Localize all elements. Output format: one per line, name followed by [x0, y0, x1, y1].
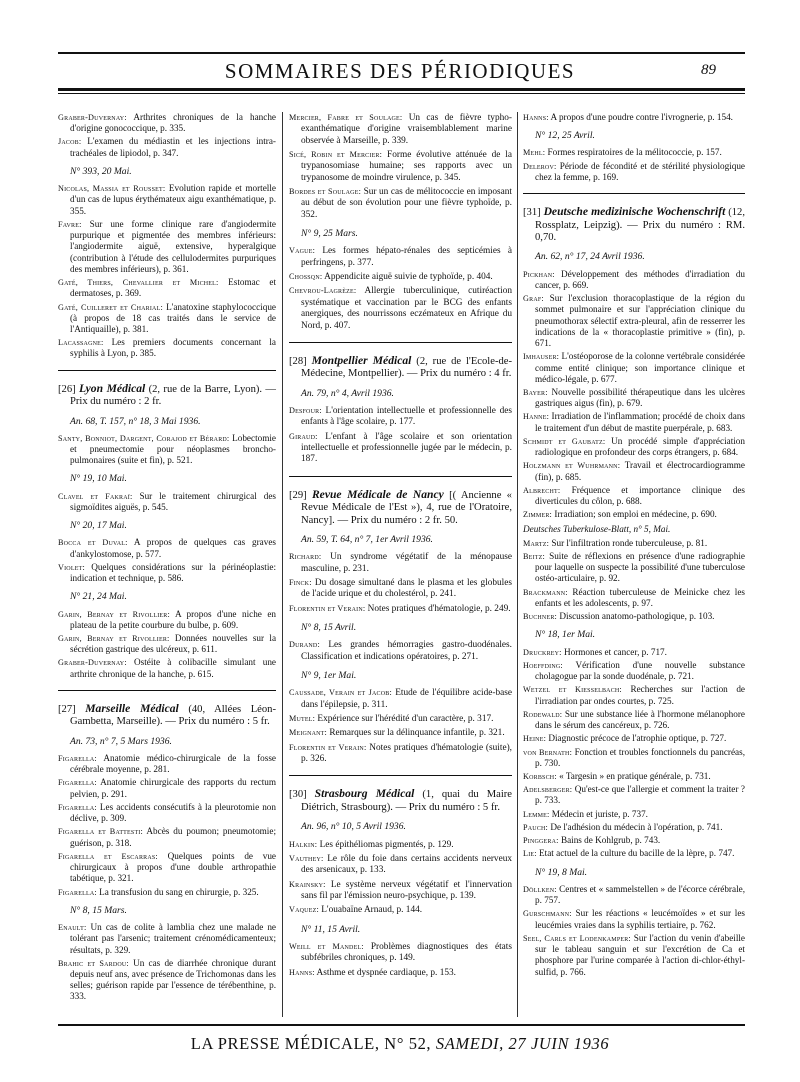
journal-number: [28] — [289, 355, 307, 367]
article-title: Lobectomie et pneumectomie pour néoplasmes broncho-pulmonaires (suite et fin), p. 521. — [70, 432, 276, 466]
article-title: Sur l'exclusion thoracoplastique de la région du sommet pulmonaire et sur l'appréciation clinique du pneumothorax sélectif extra-pleural, afin de resserrer les indications de la « thoracoplastie primitive » (fin), p. 671. — [535, 293, 746, 349]
article-authors: Heine: — [523, 734, 547, 744]
article-title: Sur une substance liée à l'hormone mélanophore dans le sérum des cancéreux, p. 726. — [535, 708, 745, 731]
article-title: Les épithéliomas pigmentés, p. 129. — [319, 839, 454, 850]
article-title: Les formes hépato-rénales des septicémies à perfringens, p. 377. — [301, 246, 513, 268]
header-rule-top — [58, 52, 745, 54]
article-authors: Graber-Duvernay: — [58, 658, 127, 668]
article-entry — [58, 633, 276, 655]
article-authors: Figarella: — [58, 802, 97, 812]
article-title: L'orientation intellectuelle et professionnelle des enfants à l'âge scolaire, p. 177. — [301, 406, 512, 428]
article-authors: Brackmann: — [523, 587, 568, 597]
section-separator — [289, 775, 512, 776]
article-entry — [289, 186, 512, 221]
article-authors: Brahic et Sardou: — [58, 958, 129, 968]
issue-heading: An. 79, n° 4, Avril 1936. — [301, 387, 394, 399]
article-entry — [58, 183, 276, 217]
journal-number: [30] — [289, 789, 307, 801]
article-authors: Lie: — [523, 849, 537, 859]
article-entry — [523, 587, 745, 609]
article-entry — [523, 809, 745, 820]
section-separator — [58, 690, 276, 691]
journal-name: Lyon Médical — [79, 381, 146, 395]
article-title: Sur un cas de mélitococcie en imposant au début de son évolution pour une fièvre typhoïde, p. 352. — [301, 187, 512, 220]
journal-number: [31] — [523, 207, 541, 219]
article-entry — [58, 136, 276, 158]
article-title: Développement des méthodes d'irradiation du cancer, p. 669. — [535, 268, 746, 290]
article-entry — [523, 112, 745, 123]
article-title: Médecin et juriste, p. 737. — [551, 808, 648, 819]
article-authors: Graber-Duvernay: — [58, 113, 127, 122]
journal-heading — [58, 703, 276, 729]
journal-details: (1, quai du Maire Diétrich, Strasbourg). — Prix du numéro : 5 fr. — [301, 789, 512, 813]
article-authors: Durand: — [289, 640, 320, 650]
section-separator — [289, 476, 512, 477]
article-entry — [58, 851, 276, 885]
article-title: Qu'est-ce que l'allergie et comment la traiter ? p. 733. — [535, 784, 745, 806]
issue-heading: N° 12, 25 Avril. — [535, 130, 595, 142]
journal-number: [29] — [289, 489, 307, 501]
article-authors: Enault: — [58, 923, 87, 933]
journal-details: (2, rue de l'Ecole-de-Médecine, Montpellier). — Prix du numéro : 4 fr. — [301, 355, 513, 380]
article-authors: Pickhan: — [523, 269, 555, 279]
article-authors: Albrecht: — [523, 485, 561, 495]
article-entry — [58, 657, 276, 679]
article-title: Un syndrome végétatif de la ménopause masculine, p. 231. — [301, 552, 513, 574]
article-entry — [523, 509, 745, 520]
header-rule-bottom-thin — [58, 93, 745, 94]
article-authors: Jacob: — [58, 137, 82, 147]
article-entry — [289, 727, 512, 739]
article-authors: Schmidt et Gaubatz: — [523, 436, 606, 446]
article-title: Un procédé simple d'appréciation radiologique en profondeur des corps étrangers, p. 684. — [535, 435, 745, 458]
article-title: Arthrites chroniques de la hanche d'origine gonococcique, p. 335. — [70, 112, 276, 134]
article-entry — [523, 161, 745, 183]
journal-heading — [289, 489, 512, 527]
article-title: Etude de l'équilibre acide-base dans l'épilepsie, p. 311. — [301, 688, 513, 710]
article-title: Le rôle du foie dans certains accidents nerveux des arsenicaux, p. 133. — [301, 853, 512, 876]
article-authors: Beitz: — [523, 552, 545, 562]
article-entry — [289, 639, 512, 663]
article-authors: Seel, Carls et Lodenkamper: — [523, 933, 631, 943]
article-entry — [289, 853, 512, 877]
section-separator — [58, 370, 276, 371]
article-title: Les grandes hémorragies gastro-duodénales. Classification et indications opératoires, p. 271. — [301, 640, 512, 662]
article-authors: Lacassagne: — [58, 338, 104, 348]
article-authors: Figarella et Escarras: — [58, 851, 158, 861]
article-entry — [523, 485, 745, 507]
article-authors: Döllken: — [523, 884, 557, 894]
page-number: 89 — [701, 62, 716, 78]
article-authors: Vaquez: — [289, 905, 319, 915]
article-entry — [58, 112, 276, 134]
article-entry — [289, 839, 512, 851]
article-entry — [58, 826, 276, 848]
article-authors: Finck: — [289, 577, 312, 587]
article-title: Le système nerveux végétatif et l'innervation sans fil par l'émission neuro-psychique, p. 139. — [301, 879, 512, 901]
article-authors: Imhauser: — [523, 352, 560, 362]
journal-number: [27] — [58, 703, 76, 715]
article-authors: Figarella: — [58, 778, 97, 788]
article-authors: Nicolas, Massia et Rousset: — [58, 184, 166, 194]
journal-number: [26] — [58, 383, 76, 395]
article-entry — [289, 577, 512, 601]
article-title: Les accidents consécutifs à la pleurotomie non déclive, p. 309. — [70, 801, 276, 824]
article-authors: Holzmann et Wuhrmann: — [523, 461, 621, 471]
article-authors: Wetzel et Kiesselbach: — [523, 685, 622, 695]
article-authors: Figarella et Battesti: — [58, 827, 143, 837]
article-title: L'examen du médiastin et les injections intra-trachéales de lipiodol, p. 347. — [70, 136, 276, 158]
article-entry — [58, 537, 276, 559]
article-title: Notes pratiques d'hématologie, p. 249. — [367, 603, 511, 614]
article-authors: Chossqn: — [289, 272, 323, 282]
article-authors: Florentin et Verain: — [289, 603, 366, 613]
issue-heading: N° 19, 8 Mai. — [535, 866, 588, 878]
article-title: Travail et électrocardiogramme (fin), p. 685. — [535, 460, 745, 482]
article-entry — [523, 933, 745, 978]
issue-heading: N° 8, 15 Avril. — [301, 622, 357, 633]
article-entry — [523, 784, 745, 806]
article-entry — [58, 777, 276, 799]
article-title: Fonction et troubles fonctionnels du pancréas, p. 730. — [535, 746, 745, 768]
article-title: Anatomie médico-chirurgicale de la fosse cérébrale moyenne, p. 281. — [70, 753, 277, 775]
journal-details: [( Ancienne « Revue Médicale de l'Est »), 4, rue de l'Oratoire, Nancy]. — Prix du numéro : 2 fr. 50. — [301, 489, 512, 526]
article-authors: Zimmer: — [523, 510, 553, 520]
article-entry — [523, 835, 745, 846]
column-1 — [58, 112, 276, 1005]
journal-details: (2, rue de la Barre, Lyon). — Prix du numéro : 2 fr. — [70, 383, 276, 408]
article-authors: Florentin et Verain: — [289, 742, 367, 752]
article-entry — [58, 958, 276, 1003]
article-authors: Violet: — [58, 562, 85, 572]
article-title: Irradiation de l'inflammation; procédé de choix dans le traitement d'un début de mastite puerpérale, p. 683. — [535, 411, 745, 433]
issue-heading: An. 59, T. 64, n° 7, 1er Avril 1936. — [301, 533, 433, 545]
journal-details: (40, Allées Léon-Gambetta, Marseille). — Prix du numéro : 5 fr. — [70, 703, 276, 728]
journal-name: Deutsche medizinische Wochenschrift — [543, 205, 726, 219]
article-entry — [58, 302, 276, 336]
article-authors: von Bernath: — [523, 747, 573, 757]
journal-heading — [289, 788, 512, 814]
article-entry — [289, 904, 512, 916]
column-2 — [289, 112, 512, 981]
article-entry — [58, 922, 276, 956]
article-title: Recherches sur l'action de l'irradiation par ondes courtes, p. 725. — [535, 684, 745, 706]
article-entry — [58, 887, 276, 898]
article-authors: Figarella: — [58, 887, 97, 897]
article-title: Données nouvelles sur la sécrétion gastrique des ulcéreux, p. 611. — [70, 633, 277, 655]
column-divider — [517, 112, 518, 1017]
article-entry — [523, 660, 745, 682]
journal-name: Montpellier Médical — [311, 353, 412, 367]
section-separator — [523, 193, 745, 194]
article-entry — [523, 822, 745, 833]
article-entry — [523, 709, 745, 731]
issue-heading: An. 73, n° 7, 5 Mars 1936. — [70, 735, 172, 747]
article-entry — [523, 611, 745, 622]
article-entry — [523, 460, 745, 482]
journal-heading — [523, 206, 745, 244]
article-authors: Druckrey: — [523, 647, 562, 657]
footer-rule — [58, 1024, 745, 1026]
issue-heading: N° 21, 24 Mai. — [70, 591, 127, 603]
article-entry — [523, 848, 745, 859]
article-entry — [289, 687, 512, 711]
article-entry — [289, 245, 512, 269]
article-title: Nouvelle possibilité thérapeutique dans les ulcères gastriques aigus (fin), p. 679. — [535, 386, 745, 409]
article-title: Les premiers documents concernant la syphilis à Lyon, p. 385. — [70, 337, 276, 359]
article-authors: Delerov: — [523, 161, 557, 171]
article-authors: Adelsberger: — [523, 785, 573, 795]
column-3 — [523, 112, 745, 980]
article-entry — [58, 609, 276, 631]
article-authors: Giraud: — [289, 431, 318, 441]
article-authors: Mercier, Fabre et Soulage: — [289, 113, 403, 122]
article-entry — [523, 387, 745, 409]
article-title: Un cas de diarrhée chronique durant depuis neuf ans, avec présence de Trichomonas dans les selles; guérison rapide par l'essence de térébenthine, p. 333. — [70, 957, 276, 1002]
journal-name: Marseille Médical — [85, 701, 179, 715]
article-entry — [289, 405, 512, 429]
article-authors: Lemme: — [523, 809, 550, 819]
article-entry — [58, 491, 276, 513]
article-entry — [289, 112, 512, 147]
article-entry — [523, 411, 745, 433]
issue-heading: N° 9, 25 Mars. — [301, 228, 358, 240]
article-title: Un cas de colite à lamblia chez une malade ne tolérant pas l'arsenic; traitement crénomédicamenteux; résultats, p. 329. — [70, 922, 276, 955]
article-authors: Desfour: — [289, 406, 322, 415]
article-authors: Weill et Mandel: — [289, 942, 364, 951]
issue-heading: N° 8, 15 Mars. — [70, 904, 127, 916]
article-entry — [523, 747, 745, 769]
article-entry — [58, 337, 276, 359]
supplement-heading: Deutsches Tuberkulose-Blatt, n° 5, Mai. — [523, 523, 671, 534]
article-entry — [523, 684, 745, 706]
article-authors: Favre: — [58, 219, 82, 229]
article-entry — [289, 149, 512, 184]
article-entry — [289, 551, 512, 575]
article-entry — [58, 277, 276, 299]
article-entry — [523, 884, 745, 906]
article-title: L'enfant à l'âge scolaire et son orientation intellectuelle et professionnelle jugée par le médecin, p. 187. — [301, 431, 513, 465]
article-title: Anatomie chirurgicale des rapports du rectum pelvien, p. 291. — [70, 777, 276, 799]
article-authors: Hanns: — [523, 113, 549, 122]
article-authors: Buchner: — [523, 612, 558, 622]
article-title: Discussion anatomo-pathologique, p. 103. — [559, 611, 715, 622]
article-title: Hormones et cancer, p. 717. — [563, 646, 667, 657]
article-authors: Garin, Bernay et Rivollier: — [58, 609, 170, 619]
article-entry — [58, 433, 276, 467]
footer — [0, 1034, 800, 1054]
article-title: Diagnostic précoce de l'atrophie optique, p. 727. — [548, 733, 727, 744]
article-title: Formes respiratoires de la mélitococcie, p. 157. — [547, 147, 722, 158]
article-authors: Bordes et Soulage: — [289, 187, 362, 197]
article-authors: Mehl: — [523, 148, 546, 158]
article-entry — [523, 908, 745, 930]
article-title: Sur le traitement chirurgical des sigmoïdites aiguës, p. 545. — [70, 490, 277, 512]
article-entry — [523, 647, 745, 658]
issue-heading: An. 68, T. 157, n° 18, 3 Mai 1936. — [70, 415, 201, 427]
article-authors: Halkin: — [289, 839, 318, 849]
issue-heading: N° 11, 15 Avril. — [301, 923, 361, 935]
article-entry — [289, 713, 512, 725]
article-title: A propos d'une poudre contre l'ivrognerie, p. 154. — [550, 112, 733, 122]
article-title: Fréquence et importance clinique des diverticules du côlon, p. 688. — [535, 484, 746, 507]
article-entry — [523, 538, 745, 549]
column-divider — [282, 112, 283, 1017]
article-authors: Martz: — [523, 538, 550, 548]
article-authors: Vauthey: — [289, 853, 324, 863]
issue-heading: N° 393, 20 Mai. — [70, 165, 132, 177]
article-title: Appendicite aiguë suivie de typhoïde, p. 404. — [324, 272, 493, 283]
article-title: Du dosage simultané dans le plasma et les globules de l'acide urique et du cholestérol, p. 241. — [301, 577, 513, 600]
issue-heading: N° 18, 1er Mai. — [535, 629, 596, 641]
article-authors: Graf: — [523, 294, 544, 304]
article-title: La transfusion du sang en chirurgie, p. 325. — [99, 886, 259, 897]
article-title: Notes pratiques d'hématologie (suite), p. 326. — [301, 742, 513, 765]
article-authors: Gaté, Cuilleret et Charial: — [58, 302, 163, 312]
article-title: Suite de réflexions en présence d'une radiographie pour laquelle on suspecte la possibilité d'une tuberculose ostéo-articulaire, p. 92. — [535, 551, 746, 584]
article-title: Vérification d'une nouvelle substance cholagogue par la sonde duodénale, p. 721. — [535, 659, 745, 682]
article-authors: Mutel: — [289, 714, 316, 724]
article-title: Irradiation; son emploi en médecine, p. 690. — [554, 509, 717, 520]
article-title: Remarques sur la délinquance infantile, p. 321. — [329, 728, 505, 739]
article-authors: Gurschmann: — [523, 909, 572, 919]
article-authors: Korbsch: — [523, 772, 557, 781]
journal-name: Revue Médicale de Nancy — [311, 487, 444, 501]
header-rule-bottom — [58, 88, 745, 91]
article-authors: Bocca et Duval: — [58, 538, 128, 548]
article-entry — [523, 733, 745, 744]
issue-heading: N° 20, 17 Mai. — [70, 520, 127, 532]
article-title: Un cas de fièvre typho-exanthématique d'origine vraisemblablement marine observée à Marseille, p. 339. — [301, 113, 512, 146]
issue-heading: An. 96, n° 10, 5 Avril 1936. — [301, 821, 406, 833]
article-title: Expérience sur l'hérédité d'un caractère, p. 317. — [317, 714, 494, 725]
article-entry — [289, 271, 512, 283]
article-title: Réaction tuberculeuse de Meinicke chez les enfants et les adolescents, p. 97. — [535, 586, 746, 608]
article-authors: Clavel et Fakraï: — [58, 491, 133, 501]
issue-heading: N° 9, 1er Mai. — [301, 670, 357, 682]
article-entry — [523, 771, 745, 782]
footer-date: SAMEDI, 27 JUIN 1936 — [435, 1034, 610, 1053]
article-entry — [523, 436, 745, 458]
page-title: SOMMAIRES DES PÉRIODIQUES — [224, 59, 576, 83]
article-authors: Pauch: — [523, 822, 549, 832]
article-entry — [289, 879, 512, 903]
article-entry — [523, 269, 745, 291]
article-title: Sur les réactions « leucémoïdes » et sur les leucémies vraies dans la syphilis tertiaire, p. 762. — [535, 908, 745, 930]
journal-details: (12, Rossplatz, Leipzig). — Prix du numéro : RM. 0,70. — [535, 207, 745, 243]
article-entry — [523, 351, 745, 385]
footer-number: N° 52, — [384, 1034, 432, 1053]
article-entry — [58, 219, 276, 275]
journal-heading — [289, 355, 512, 381]
article-title: Forme évolutive atténuée de la trypanosomiase humaine; ses rapports avec un trypanosome de moindre virulence, p. 345. — [301, 150, 513, 183]
article-title: Asthme et dyspnée cardiaque, p. 153. — [316, 967, 456, 978]
article-authors: Hanne: — [523, 412, 550, 422]
article-authors: Garin, Bernay et Rivollier: — [58, 634, 170, 644]
article-authors: Sicé, Robin et Mercier: — [289, 150, 383, 160]
article-authors: Pinggera: — [523, 836, 559, 846]
article-title: L'anatoxine staphylococcique (à propos de 18 cas traités dans le service de l'Antiquaille), p. 381. — [70, 301, 276, 334]
article-authors: Figarella: — [58, 754, 97, 763]
article-title: Centres et « sammelstellen » de l'écorce cérébrale, p. 757. — [535, 883, 745, 906]
article-authors: Rodewald: — [523, 709, 563, 719]
journal-name: Strasbourg Médical — [314, 787, 415, 801]
article-entry — [289, 941, 512, 965]
article-title: Abcès du poumon; pneumotomie; guérison, p. 318. — [70, 826, 276, 848]
article-title: Quelques points de vue chirurgicaux à propos d'une double arthropathie tabétique, p. 321. — [70, 850, 276, 884]
journal-heading — [58, 383, 276, 409]
article-title: Sur l'infiltration ronde tuberculeuse, p. 81. — [551, 537, 708, 548]
article-title: Problèmes diagnostiques des états subfébriles chroniques, p. 149. — [301, 942, 512, 964]
article-entry — [289, 285, 512, 331]
article-title: A propos d'une niche en plateau de la petite courbure du bulbe, p. 609. — [70, 608, 277, 630]
article-entry — [289, 967, 512, 979]
article-authors: Caussade, Verain et Jacob: — [289, 688, 392, 698]
footer-journal: LA PRESSE MÉDICALE, — [190, 1034, 380, 1053]
article-title: L'ostéoporose de la colonne vertébrale considérée comme entité clinique; son importance clinique et médico-légale, p. 677. — [535, 351, 746, 384]
article-title: A propos de quelques cas graves d'ankylostomose, p. 577. — [70, 537, 276, 559]
article-title: « Targesin » en pratique générale, p. 731. — [559, 771, 711, 781]
article-title: Quelques considérations sur la périnéoplastie: indication et technique, p. 586. — [70, 561, 277, 584]
article-title: Période de fécondité et de stérilité physiologique chez la femme, p. 169. — [535, 160, 745, 182]
article-authors: Bayer: — [523, 387, 548, 397]
article-title: Sur l'action du venin d'abeille sur le tableau sanguin et sur l'excrétion de Ca et phosphore par l'urine comparée à l'action di-chlor-éthyl-sulfid, p. 766. — [535, 932, 746, 977]
article-entry — [289, 742, 512, 766]
article-authors: Vague: — [289, 246, 316, 256]
article-authors: Krainsky: — [289, 879, 326, 889]
article-title: De l'adhésion du médecin à l'opération, p. 741. — [550, 821, 723, 832]
issue-heading: An. 62, n° 17, 24 Avril 1936. — [535, 251, 645, 263]
article-title: Sur une forme clinique rare d'angiodermite purpurique et pigmentée des membres inférieurs: l'angiodermite aiguë, extensive, hyperalgique (contribution à l'étude des cellulodermites purpuriques des membres inférieurs), p. 361. — [70, 218, 277, 274]
article-entry — [523, 293, 745, 349]
issue-heading: N° 19, 10 Mai. — [70, 473, 127, 485]
article-entry — [58, 802, 276, 824]
article-title: Evolution rapide et mortelle d'un cas de lupus érythémateux aigu exanthématique, p. 355. — [70, 183, 276, 216]
article-entry — [523, 551, 745, 585]
article-title: Etat actuel de la culture du bacille de la lèpre, p. 747. — [539, 848, 735, 859]
article-entry — [289, 431, 512, 466]
article-entry — [58, 753, 276, 775]
article-authors: Santy, Bonniot, Dargent, Corajod et Bérard: — [58, 433, 230, 443]
article-title: Allergie tuberculinique, cutiréaction systématique et vaccination par le BCG des enfants anergiques, des nourrissons eczémateux en Afrique du Nord, p. 407. — [301, 286, 513, 331]
article-authors: Gaté, Thiers, Chevallier et Michel: — [58, 278, 219, 288]
article-authors: Richard: — [289, 552, 322, 562]
article-authors: Hoeffding: — [523, 660, 563, 670]
article-entry — [289, 603, 512, 615]
section-separator — [289, 342, 512, 343]
article-authors: Meignant: — [289, 728, 328, 738]
article-title: Bains de Kohlgrub, p. 743. — [560, 835, 661, 846]
article-title: Estomac et dermatoses, p. 369. — [70, 277, 276, 299]
article-title: L'ouabaïne Arnaud, p. 144. — [321, 905, 423, 916]
article-entry — [523, 147, 745, 158]
article-authors: Chevrou-Lagrèze: — [289, 286, 357, 296]
article-title: Ostéite à colibacille simulant une arthrite chronique de la hanche, p. 615. — [70, 657, 276, 679]
article-entry — [58, 562, 276, 584]
article-authors: Hanns: — [289, 967, 315, 977]
